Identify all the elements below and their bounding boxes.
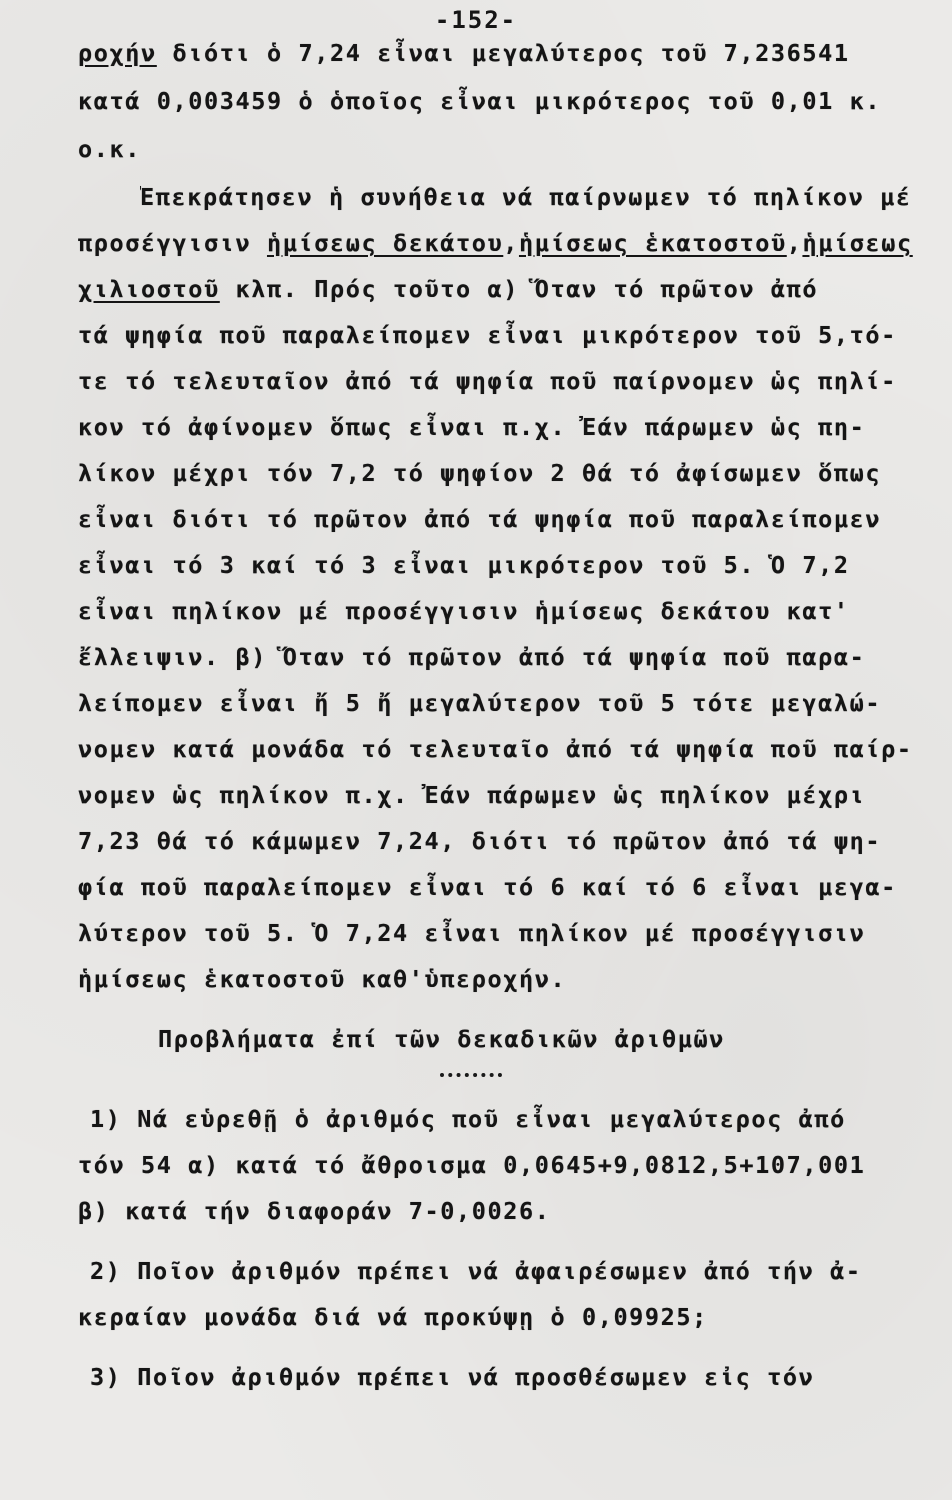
section-heading: Προβλήματα ἐπί τῶν δεκαδικῶν ἀριθμῶν [158, 1025, 725, 1053]
underlined-phrase: ἡμίσεως [802, 229, 913, 257]
text-line: λίκον μέχρι τόν 7,2 τό ψηφίον 2 θά τό ἀφίσωμεν ὅπως [78, 459, 882, 487]
text-line: κατά 0,003459 ὁ ὁποῖος εἶναι μικρότερος τοῦ 0,01 κ. [78, 87, 882, 115]
text-line: τε τό τελευταῖον ἀπό τά ψηφία ποῦ παίρνομεν ὡς πηλί- [78, 367, 897, 395]
heading-divider [440, 1073, 502, 1077]
text-line [78, 274, 928, 304]
text-line: εἶναι διότι τό πρῶτον ἀπό τά ψηφία ποῦ παραλείπομεν [78, 505, 882, 533]
problem-line: 3) Ποῖον ἀριθμόν πρέπει νά προσθέσωμεν εἰς τόν [90, 1363, 815, 1391]
text-line: κον τό ἀφίνομεν ὅπως εἶναι π.χ. Ἐάν πάρωμεν ὡς πη- [78, 413, 866, 441]
page-number: -152- [434, 6, 518, 34]
text-line: λείπομεν εἶναι ἤ 5 ἤ μεγαλύτερον τοῦ 5 τότε μεγαλώ- [78, 689, 882, 717]
underlined-word: ροχήν [78, 39, 157, 67]
text-line: ο.κ. [78, 135, 141, 163]
text-line: νομεν ὡς πηλίκον π.χ. Ἐάν πάρωμεν ὡς πηλίκον μέχρι [78, 781, 866, 809]
underlined-phrase: ἡμίσεως δεκάτου [266, 229, 504, 257]
text-run: προσέγγισιν [78, 229, 267, 257]
problem-line: 2) Ποῖον ἀριθμόν πρέπει νά ἀφαιρέσωμεν ἀπό τήν ἀ- [90, 1257, 862, 1285]
text-line: ἔλλειψιν. β) Ὅταν τό πρῶτον ἀπό τά ψηφία ποῦ παρα- [78, 643, 866, 671]
text-run: , [503, 229, 519, 257]
text-run: , [786, 229, 803, 257]
text-line: λύτερον τοῦ 5. Ὁ 7,24 εἶναι πηλίκον μέ προσέγγισιν [78, 919, 866, 947]
problem-line: 1) Νά εὑρεθῇ ὁ ἀριθμός ποῦ εἶναι μεγαλύτερος ἀπό [90, 1105, 846, 1133]
text-line: φία ποῦ παραλείπομεν εἶναι τό 6 καί τό 6 εἶναι μεγα- [78, 873, 897, 901]
problem-line: β) κατά τήν διαφοράν 7-0,0026. [78, 1197, 551, 1225]
underlined-word: χιλιοστοῦ [78, 275, 220, 303]
text-line: εἶναι πηλίκον μέ προσέγγισιν ἡμίσεως δεκάτου κατ' [78, 597, 850, 625]
text-line: τά ψηφία ποῦ παραλείπομεν εἶναι μικρότερον τοῦ 5,τό- [78, 321, 897, 349]
text-line: ἡμίσεως ἑκατοστοῦ καθ'ὑπεροχήν. [78, 965, 567, 993]
text-run: διότι ὁ 7,24 εἶναι μεγαλύτερος τοῦ 7,236541 [156, 39, 850, 67]
text-line: 7,23 θά τό κάμωμεν 7,24, διότι τό πρῶτον ἀπό τά ψη- [78, 827, 882, 855]
underlined-phrase: ἡμίσεως ἑκατοστοῦ [518, 229, 787, 257]
text-line: εἶναι τό 3 καί τό 3 εἶναι μικρότερον τοῦ 5. Ὁ 7,2 [78, 551, 850, 579]
text-run: κλπ. Πρός τοῦτο α) Ὅταν τό πρῶτον ἀπό [219, 275, 819, 303]
problem-line: τόν 54 α) κατά τό ἄθροισμα 0,0645+9,0812,5+107,001 [78, 1151, 866, 1179]
text-line: Ἐπεκράτησεν ἡ συνήθεια νά παίρνωμεν τό πηλίκον μέ [140, 183, 912, 211]
problem-line: κεραίαν μονάδα διά νά προκύψῃ ὁ 0,09925; [78, 1303, 708, 1331]
text-line [78, 228, 928, 258]
text-line: νομεν κατά μονάδα τό τελευταῖο ἀπό τά ψηφία ποῦ παίρ- [78, 735, 913, 763]
text-line [78, 38, 928, 68]
